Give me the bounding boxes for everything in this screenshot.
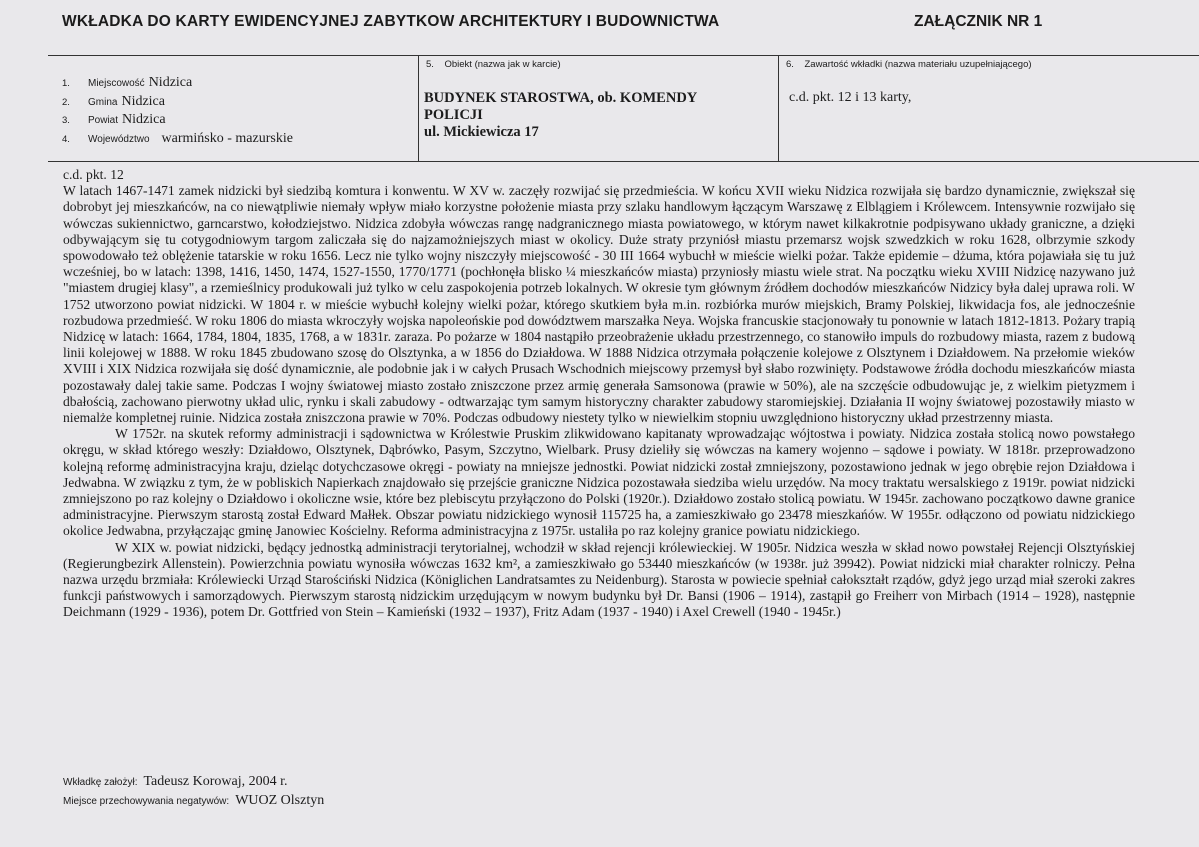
column-divider [778, 56, 779, 161]
field-value: Nidzica [148, 75, 193, 90]
annex-label: ZAŁĄCZNIK NR 1 [914, 13, 1043, 30]
author-label: Wkładkę założył: [63, 777, 138, 788]
object-address: ul. Mickiewicza 17 [424, 124, 539, 140]
field-label: Województwo [88, 133, 150, 145]
field-number: 2. [62, 96, 70, 108]
field-label: Gmina [88, 96, 118, 108]
footer [63, 772, 324, 810]
object-name-line: POLICJI [424, 107, 483, 123]
sheet-title: WKŁADKA DO KARTY EWIDENCYJNEJ ZABYTKOW ARCHITEKTURY I BUDOWNICTWA [62, 13, 720, 30]
field-value: Nidzica [121, 93, 165, 109]
field-value: warmińsko - mazurskie [161, 130, 293, 146]
author-value: Tadeusz Korowaj, 2004 r. [143, 774, 288, 789]
location-fields [62, 73, 293, 147]
object-name-line: BUDYNEK STAROSTWA, ob. KOMENDY [424, 90, 698, 106]
paragraph-starosts: W XIX w. powiat nidzicki, będący jednostką administracji terytorialnej, wchodził w skład rejencji królewieckiej. W 1905r. Nidzica weszła w skład nowo powstałej Rejencji Olsztyńskiej (Regierungbezirk Allenstein). Powierzchnia powiatu wynosiła wówczas 1632 km², a zamieszkiwało go 53440 mieszkańców (w 1938r. już 39942). Powiat nidzicki miał charakter rolniczy. Pełna nazwa urzędu brzmiała: Królewiecki Urząd Starościński Nidzica (Königlichen Landratsamtes zu Neidenburg). Starosta w powiecie spełniał całokształt rządów, gdyż jego urząd miał szeroki zakres funkcji państwowych i samorządowych. Pierwszym starostą nidzickim urzędującym w nowym budynku był Dr. Bansi (1906 – 1914), zastąpił go Freiherr von Mirbach (1914 – 1928), następnie Deichmann (1929 - 1936), potem Dr. Gottfried von Stein – Kamieński (1932 – 1937), Fritz Adam (1937 - 1940) i Axel Crewell (1940 - 1945r.) [63, 539, 1135, 620]
field-label: Miejscowość [88, 78, 145, 89]
author-row [63, 772, 324, 791]
negatives-label: Miejsce przechowywania negatywów: [63, 796, 230, 807]
section-reference: c.d. pkt. 12 [63, 167, 124, 182]
field-label: Powiat [88, 115, 119, 126]
column-divider [418, 56, 419, 161]
object-heading: 5. Obiekt (nazwa jak w karcie) [426, 59, 561, 70]
field-number: 3. [62, 115, 70, 126]
field-number: 1. [62, 78, 70, 89]
location-row-voivodeship [62, 129, 293, 148]
location-row-town [62, 73, 293, 92]
location-row-commune [62, 92, 293, 111]
field-value: Nidzica [122, 112, 166, 127]
paragraph-history: W latach 1467-1471 zamek nidzicki był siedzibą komtura i konwentu. W XV w. zaczęły rozwijać się przedmieścia. W końcu XVII wieku Nidzica rozwijała się bardzo dynamicznie, zwiększał się dobrobyt jej mieszkańców, na co niewątpliwie niemały wpływ miało korzystne położenie miasta przy szlaku handlowym łączącym Warszawę z Elblągiem i Królewcem. Intensywnie rozwijało się wówczas sukiennictwo, garncarstwo, kołodziejstwo. Nidzica zdobyła wówczas rangę nadgranicznego miasta powiatowego, w którym nawet kilkakrotnie podpisywano układy graniczne, a dzięki odbywającym się tu cotygodniowym targom zaliczała się do najzamożniejszych miast w okolicy. Duże straty przyniósł miastu przemarsz wojsk szwedzkich w roku 1628, olbrzymie szkody spowodowało też oblężenie tatarskie w roku 1656. Lecz nie tylko wojny niszczyły miejscowość - 30 III 1664 wybuchł w mieście wielki pożar. Także epidemie – dżuma, która pojawiała się tu już wcześniej, bo w latach: 1398, 1416, 1450, 1474, 1527-1550, 1770/1771 (pochłonęła blisko ¼ mieszkańców miasta) przyniosły miastu wiele strat. Na początku wieku XVIII Nidzicę nazywano już "miastem drugiej klasy", a rzemieślnicy produkowali już tylko w celu zaspokojenia potrzeb lokalnych. W okresie tym głównym źródłem dochodów mieszkańców Nidzicy była dalej uprawa roli. W 1752 utworzono powiat nidzicki. W 1804 r. w mieście wybuchł kolejny wielki pożar, którego skutkiem była m.in. rozbiórka murów miejskich, Bramy Polskiej, likwidacja fos, ale jednocześnie rozbudowa przedmieść. W roku 1806 do miasta wkroczyły wojska napoleońskie pod dowództwem marszałka Neya. Wojska francuskie stacjonowały tu ponownie w latach 1812-1813. Pożary trapią Nidzicę w latach: 1664, 1784, 1804, 1835, 1768, a w 1831r. zaraza. Po pożarze w 1804 nastąpiło przeobrażenie układu przestrzennego, co stanowiło impuls do rozbudowy miasta, razem z budową linii kolejowej w 1888. W roku 1845 zbudowano szosę do Olsztynka, a w 1856 do Działdowa. W 1888 Nidzica otrzymała połączenie kolejowe z Olsztynem i Działdowem. Na przełomie wieków XVIII i XIX Nidzica rozwijała się dość dynamicznie, ale podobnie jak i w całych Prusach Wschodnich miejscowy przemysł był słabo rozwinięty. Podstawowe źródła dochodu mieszkańców miasta pozostawały dalej takie same. Podczas I wojny światowej miasto zostało zniszczone przez armię generała Samsonowa (prawie w 50%), ale na szczęście odbudowując je, z wielkim pietyzmem i dbałością, zachowano pierwotny układ ulic, rynku i skali zabudowy - odtwarzając tym samym historyczny charakter zabudowy staromiejskiej. Działania II wojny światowej pozostawiły miasto w niemalże kompletnej ruinie. Nidzica została zniszczona prawie w 70%. Podczas odbudowy niestety tylko w niewielkim stopniu uwzględniono historyczny układ przestrzenny miasta. [63, 183, 1135, 426]
contents-heading: 6. Zawartość wkładki (nazwa materiału uzupełniającego) [786, 59, 1032, 70]
identification-table [48, 55, 1199, 162]
paragraph-administration: W 1752r. na skutek reformy administracji i sądownictwa w Królestwie Pruskim zlikwidowano kapitanaty wprowadzając wójtostwa i powiaty. Nidzica została stolicą nowo powstałego okręgu, w skład którego weszły: Działdowo, Olsztynek, Dąbrówko, Pasym, Szczytno, Wielbark. Prusy dzieliły się wówczas na kamery wojenno – sądowe i powiaty. W 1818r. przeprowadzono kolejną reformę administracyjna kraju, dzieląc dotychczasowe okręgi - powiaty na mniejsze jednostki. Powiat nidzicki został zmniejszony, pozostawiono jednak w jego obrębie rejon Działdowa i Jedwabna. W związku z tym, że w pobliskich Napierkach znajdowało się przejście graniczne Nidzica pozostawała siedziba wielu urzędów. Na mocy traktatu wersalskiego z 1919r. powiat nidzicki zmniejszono po raz kolejny o Działdowo i okoliczne wsie, które bez plebiscytu przyłączono do Polski (1920r.). Działdowo zostało stolicą powiatu. W 1945r. zachowano początkowo dawne granice administracyjne. Pierwszym starostą został Edward Małłek. Obszar powiatu nidzickiego wynosił 115725 ha, a zamieszkiwało go 23478 mieszkańów. W 1955r. odłączono od powiatu nidzickiego okolice Jedwabna, przyłączając gminę Janowiec Kościelny. Reforma administracyjna z 1975r. ustaliła po raz kolejny granice powiatu nidzickiego. [63, 426, 1135, 539]
contents-value: c.d. pkt. 12 i 13 karty, [789, 90, 912, 105]
body-text [63, 167, 1135, 621]
object-name [424, 90, 769, 141]
negatives-value: WUOZ Olsztyn [235, 793, 325, 808]
field-number: 4. [62, 133, 70, 145]
location-row-county [62, 110, 293, 129]
negatives-row [63, 791, 324, 810]
